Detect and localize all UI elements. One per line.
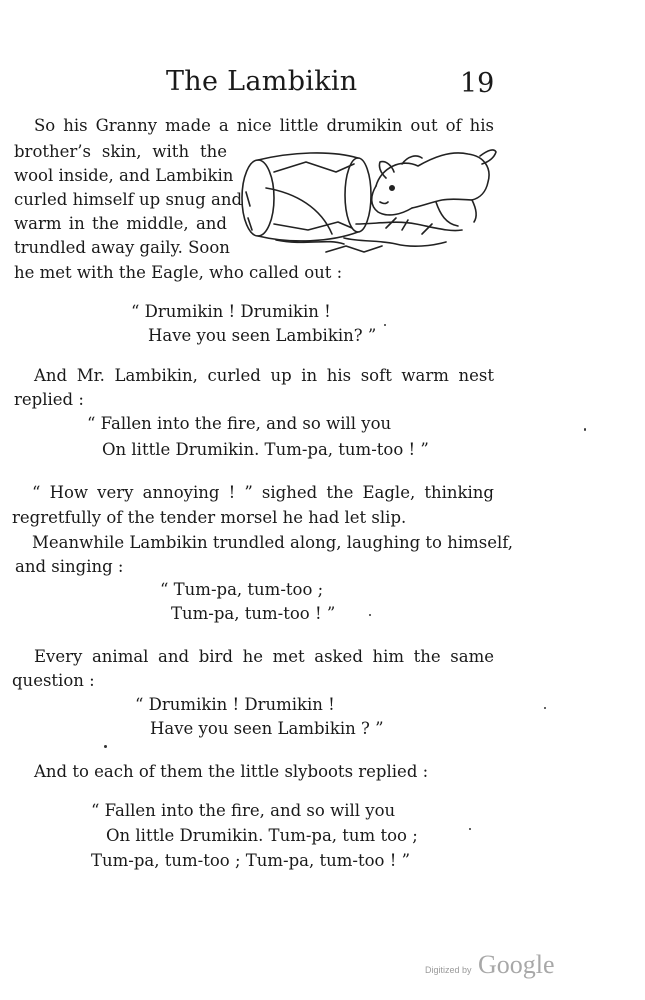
verse-line: Have you seen Lambikin ? ” xyxy=(150,719,384,738)
scan-speck xyxy=(104,745,107,748)
body-line: and singing : xyxy=(15,557,124,576)
verse-line: “ Drumikin ! Drumikin ! xyxy=(135,695,335,714)
body-line: “ How very annoying ! ” sighed the Eagle, thinking xyxy=(32,483,494,502)
verse-line: Tum-pa, tum-too ! ” xyxy=(171,604,336,623)
scan-speck xyxy=(544,707,546,709)
body-line: question : xyxy=(12,671,95,690)
scan-speck xyxy=(584,428,586,431)
lambikin-drum-illustration-icon xyxy=(236,128,498,256)
body-line: wool inside, and Lambikin xyxy=(14,166,234,185)
google-watermark: Google xyxy=(478,950,555,979)
body-line: Meanwhile Lambikin trundled along, laughing to himself, xyxy=(32,533,514,552)
scan-speck xyxy=(384,324,386,326)
body-line: And to each of them the little slyboots replied : xyxy=(34,762,429,781)
body-line: trundled away gaily. Soon xyxy=(14,238,230,257)
verse-line: Tum-pa, tum-too ; Tum-pa, tum-too ! ” xyxy=(91,851,411,870)
body-line: So his Granny made a nice little drumikin out of his xyxy=(34,116,494,135)
verse-line: On little Drumikin. Tum-pa, tum-too ! ” xyxy=(102,440,429,459)
running-header-title: The Lambikin xyxy=(166,66,358,97)
verse-line: “ Tum-pa, tum-too ; xyxy=(160,580,324,599)
scan-speck xyxy=(469,828,471,830)
body-line: he met with the Eagle, who called out : xyxy=(14,263,343,282)
verse-line: Have you seen Lambikin? ” xyxy=(148,326,377,345)
body-line: And Mr. Lambikin, curled up in his soft warm nest xyxy=(34,366,494,385)
body-line: warm in the middle, and xyxy=(14,214,227,233)
digitized-by-label: Digitized by xyxy=(425,965,472,975)
verse-line: “ Fallen into the fire, and so will you xyxy=(91,801,396,820)
verse-line: “ Fallen into the fire, and so will you xyxy=(87,414,392,433)
body-line: regretfully of the tender morsel he had let slip. xyxy=(12,508,407,527)
body-line: Every animal and bird he met asked him the same xyxy=(34,647,494,666)
verse-line: On little Drumikin. Tum-pa, tum too ; xyxy=(106,826,418,845)
verse-line: “ Drumikin ! Drumikin ! xyxy=(131,302,331,321)
page-number: 19 xyxy=(460,68,495,99)
body-line: curled himself up snug and xyxy=(14,190,243,209)
body-line: replied : xyxy=(14,390,84,409)
scan-speck xyxy=(369,614,371,616)
body-line: brother’s skin, with the xyxy=(14,142,227,161)
